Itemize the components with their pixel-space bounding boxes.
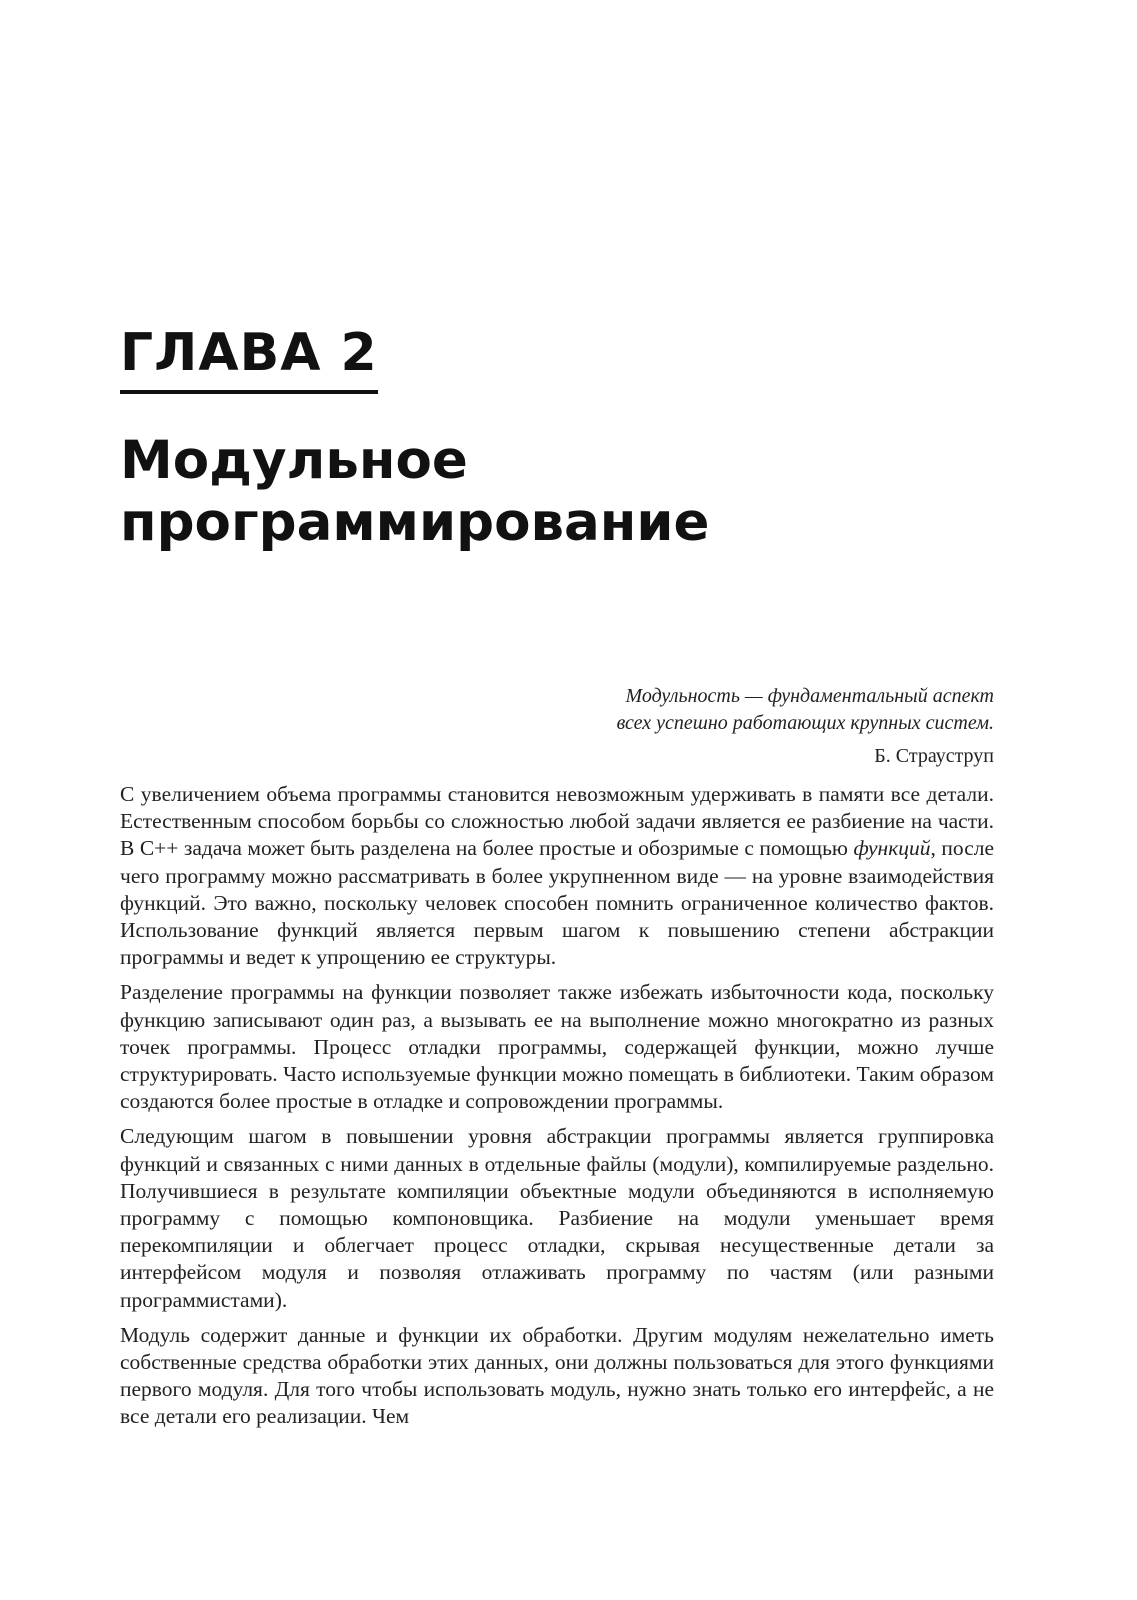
epigraph (434, 683, 994, 770)
paragraph-2: Разделение программы на функции позволяет также избежать избыточности кода, поскольку функцию записывают один раз, а вызывать ее на выполнение можно многократно из разных точек программы. Процесс отладки программы, содержащей функции, можно лучше структурировать. Часто используемые функции можно помещать в библиотеки. Таким образом создаются более простые в отладке и сопровождении программы. (120, 980, 994, 1114)
paragraph-1-part-b: , после чего программу можно рассматривать в более укрупненном виде — на уровне взаимодействия функций. Это важно, поскольку человек способен помнить ограниченное количество фактов. Использование функций является первым шагом к повышению степени абстракции программы и ведет к упрощению ее структуры. (120, 836, 995, 970)
chapter-title-line-2: программирование (120, 492, 710, 553)
body-text (120, 781, 994, 1439)
epigraph-quote-line-1: Модульность — фундаментальный аспект (625, 685, 994, 707)
chapter-title (120, 430, 920, 554)
epigraph-author: Б. Страуструп (874, 745, 994, 767)
paragraph-4: Модуль содержит данные и функции их обработки. Другим модулям нежелательно иметь собственные средства обработки этих данных, они должны пользоваться для этого функциями первого модуля. Для того чтобы использовать модуль, нужно знать только его интерфейс, а не все детали его реализации. Чем (120, 1322, 994, 1429)
paragraph-3: Следующим шагом в повышении уровня абстракции программы является группировка функций и связанных с ними данных в отдельные файлы (модули), компилируемые раздельно. Получившиеся в результате компиляции объектные модули объединяются в исполняемую программу с помощью компоновщика. Разбиение на модули уменьшает время перекомпиляции и облегчает процесс отладки, скрывая несущественные детали за интерфейсом модуля и позволяя отлаживать программу по частям (или разными программистами). (120, 1124, 994, 1312)
chapter-title-line-1: Модульное (120, 430, 468, 491)
chapter-label: ГЛАВА 2 (120, 322, 378, 394)
epigraph-quote-line-2: всех успешно работающих крупных систем. (616, 712, 994, 734)
paragraph-1-part-a: С увеличением объема программы становится невозможным удерживать в памяти все детали. Естественным способом борьбы со сложностью любой задачи является ее разбиение на части. В C++ задача может быть разделена на более простые и обозримые с помощью (120, 782, 994, 861)
paragraph-1-emphasis: функций (853, 836, 931, 861)
paragraph-1 (120, 781, 994, 971)
